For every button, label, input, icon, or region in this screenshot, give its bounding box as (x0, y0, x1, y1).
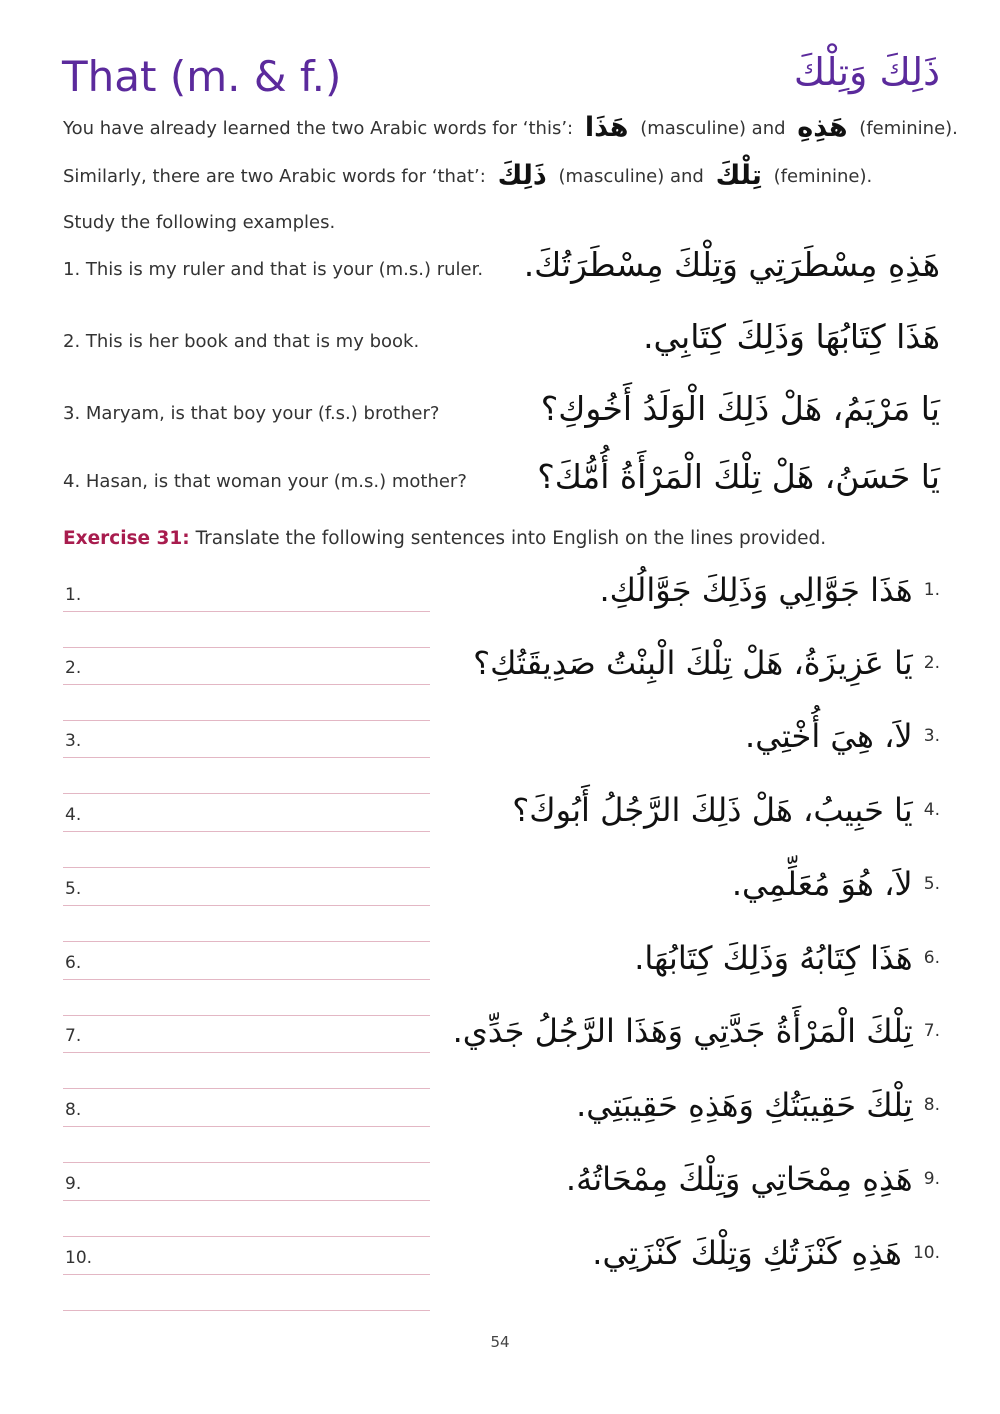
example-english: 4. Hasan, is that woman your (m.s.) mother? (63, 471, 467, 492)
intro-line-1-text-c: (feminine). (859, 118, 958, 139)
question-arabic: يَا حَبِيبُ، هَلْ ذَلِكَ الرَّجُلُ أَبُوكَ؟ (512, 791, 913, 829)
intro-line-2-text-c: (feminine). (773, 166, 873, 187)
answer-number: 10. (65, 1248, 93, 1268)
question-number: 5. (923, 874, 940, 894)
answer-line[interactable] (63, 1126, 430, 1127)
intro-word-hadha: هَذَا (584, 112, 629, 143)
exercise-item (63, 1160, 940, 1234)
question (732, 865, 940, 903)
question-number: 7. (923, 1021, 940, 1041)
question-number: 10. (912, 1243, 940, 1263)
answer-line[interactable] (63, 1052, 430, 1053)
exercise-instruction: Translate the following sentences into English on the lines provided. (195, 528, 827, 549)
question-arabic: هَذِهِ مِمْحَاتِي وَتِلْكَ مِمْحَاتُهُ. (565, 1160, 913, 1198)
exercise-item (63, 717, 940, 791)
study-label: Study the following examples. (63, 212, 336, 233)
page-title-arabic: ذَلِكَ وَتِلْكَ (793, 50, 940, 94)
question-number: 4. (923, 800, 940, 820)
question (576, 1086, 940, 1124)
question-arabic: هَذَا كِتَابُهُ وَذَلِكَ كِتَابُهَا. (634, 939, 913, 977)
question (453, 1012, 940, 1050)
exercise-item (63, 1234, 940, 1308)
intro-word-hadhihi: هَذِهِ (797, 112, 848, 143)
question (745, 717, 940, 755)
answer-line[interactable] (63, 1310, 430, 1311)
question (599, 571, 940, 609)
question-number: 1. (923, 580, 940, 600)
intro-line-2-text-b: (masculine) and (558, 166, 704, 187)
example-arabic: يَا مَرْيَمُ، هَلْ ذَلِكَ الْوَلَدُ أَخُوكِ؟ (540, 389, 940, 428)
question (473, 644, 940, 682)
exercise-item (63, 865, 940, 939)
answer-line[interactable] (63, 684, 430, 685)
question-number: 8. (923, 1095, 940, 1115)
example-arabic: يَا حَسَنُ، هَلْ تِلْكَ الْمَرْأَةُ أُمُّكَ؟ (537, 457, 940, 496)
intro-line-1-text-a: You have already learned the two Arabic words for ‘this’: (63, 118, 574, 139)
intro-line-2-text-a: Similarly, there are two Arabic words for ‘that’: (63, 166, 486, 187)
answer-number: 5. (65, 879, 82, 899)
example-english: 1. This is my ruler and that is your (m.s.) ruler. (63, 259, 484, 280)
answer-line[interactable] (63, 1274, 430, 1275)
answer-number: 7. (65, 1026, 82, 1046)
answer-line[interactable] (63, 979, 430, 980)
example-arabic: هَذَا كِتَابُهَا وَذَلِكَ كِتَابِي. (643, 317, 940, 356)
question-arabic: هَذِهِ كَنْزَتُكِ وَتِلْكَ كَنْزَتِي. (592, 1234, 902, 1272)
question (634, 939, 940, 977)
example-row (63, 370, 940, 430)
question-number: 9. (923, 1169, 940, 1189)
question-number: 6. (923, 948, 940, 968)
intro-line-1-text-b: (masculine) and (640, 118, 786, 139)
answer-number: 6. (65, 953, 82, 973)
question-arabic: لاَ، هُوَ مُعَلِّمِي. (731, 865, 913, 903)
question-arabic: تِلْكَ الْمَرْأَةُ جَدَّتِي وَهَذَا الرَّجُلُ جَدِّي. (452, 1012, 913, 1050)
example-english: 2. This is her book and that is my book. (63, 331, 420, 352)
answer-number: 9. (65, 1174, 82, 1194)
exercise-item (63, 791, 940, 865)
question-arabic: تِلْكَ حَقِيبَتُكِ وَهَذِهِ حَقِيبَتِي. (576, 1086, 913, 1124)
question-number: 3. (923, 726, 940, 746)
exercise-item (63, 939, 940, 1013)
exercise-item (63, 1086, 940, 1160)
answer-line[interactable] (63, 757, 430, 758)
intro-word-dhalika: ذَلِكَ (497, 160, 547, 191)
exercise-item (63, 644, 940, 718)
example-row (63, 226, 940, 286)
exercise-label: Exercise 31: (63, 528, 190, 549)
intro-line-2 (63, 160, 872, 191)
example-english: 3. Maryam, is that boy your (f.s.) brother? (63, 403, 440, 424)
answer-number: 8. (65, 1100, 82, 1120)
answer-line[interactable] (63, 611, 430, 612)
example-arabic: هَذِهِ مِسْطَرَتِي وَتِلْكَ مِسْطَرَتُكَ. (523, 245, 940, 284)
question (512, 791, 940, 829)
question-arabic: هَذَا جَوَّالِي وَذَلِكَ جَوَّالُكِ. (599, 571, 913, 609)
intro-word-tilka: تِلْكَ (715, 160, 762, 191)
question-number: 2. (923, 653, 940, 673)
answer-line[interactable] (63, 831, 430, 832)
answer-line[interactable] (63, 1200, 430, 1201)
page-number: 54 (490, 1333, 510, 1351)
intro-line-1 (63, 112, 958, 143)
question-arabic: لاَ، هِيَ أُخْتِي. (745, 717, 913, 755)
exercise-heading (63, 528, 826, 549)
answer-number: 1. (65, 585, 82, 605)
question (566, 1160, 940, 1198)
question-arabic: يَا عَزِيزَةُ، هَلْ تِلْكَ الْبِنْتُ صَدِيقَتُكِ؟ (473, 644, 913, 682)
exercise-item (63, 1012, 940, 1086)
answer-number: 2. (65, 658, 82, 678)
page-title: That (m. & f.) (62, 52, 342, 101)
example-row (63, 438, 940, 498)
exercise-item (63, 571, 940, 645)
question (592, 1234, 940, 1272)
answer-number: 4. (65, 805, 82, 825)
example-row (63, 298, 940, 358)
answer-line[interactable] (63, 905, 430, 906)
answer-number: 3. (65, 731, 82, 751)
